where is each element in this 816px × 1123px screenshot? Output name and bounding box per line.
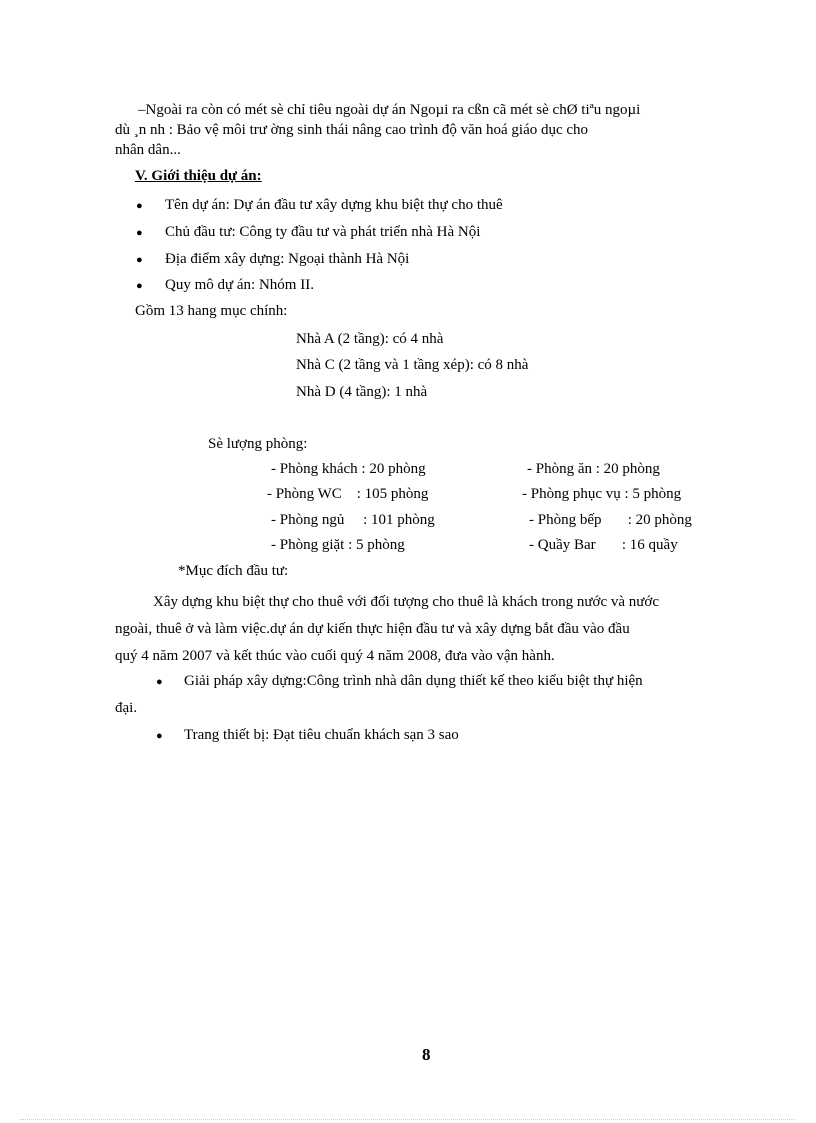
purpose-line-3: quý 4 năm 2007 và kết thúc vào cuối quý 4 năm 2008, đưa vào vận hành.: [115, 648, 555, 664]
room-living: - Phòng khách : 20 phòng: [271, 461, 426, 477]
solution-line-2: đại.: [115, 700, 138, 716]
house-a: Nhà A (2 tầng): có 4 nhà: [296, 331, 444, 347]
house-d: Nhà D (4 tầng): 1 nhà: [296, 384, 428, 400]
rooms-heading: Sè lượng phòng:: [208, 436, 308, 452]
project-investor: Chủ đầu tư: Công ty đầu tư và phát triển nhà Hà Nội: [165, 224, 481, 240]
bullet-icon: ●: [156, 676, 163, 688]
page-bottom-rule: [20, 1119, 796, 1120]
solution-line-1: Giải pháp xây dựng:Công trình nhà dân dụng thiết kế theo kiểu biệt thự hiện: [184, 673, 643, 689]
intro-line-3: nhân dân...: [115, 142, 181, 158]
bullet-icon: ●: [156, 730, 163, 742]
room-service: - Phòng phục vụ : 5 phòng: [522, 486, 682, 502]
purpose-heading: *Mục đích đầu tư:: [178, 563, 289, 579]
bullet-icon: ●: [136, 200, 143, 212]
purpose-line-1: Xây dựng khu biệt thự cho thuê với đối tượng cho thuê là khách trong nước và nước: [153, 594, 660, 610]
purpose-paragraph: [115, 589, 755, 670]
equipment: Trang thiết bị: Đạt tiêu chuẩn khách sạn 3 sao: [184, 727, 459, 743]
section-title: V. Giới thiệu dự án:: [135, 168, 262, 184]
room-bar: - Quầy Bar : 16 quầy: [529, 537, 678, 553]
room-dining: - Phòng ăn : 20 phòng: [527, 461, 660, 477]
intro-line-2: dù ¸n nh : Bảo vệ môi trư ờng sinh thái nâng cao trình độ văn hoá giáo dục cho: [115, 122, 589, 138]
house-c: Nhà C (2 tầng và 1 tầng xép): có 8 nhà: [296, 357, 529, 373]
project-scale: Quy mô dự án: Nhóm II.: [165, 277, 314, 293]
room-laundry: - Phòng giặt : 5 phòng: [271, 537, 405, 553]
intro-paragraph: [115, 100, 739, 160]
purpose-line-2: ngoài, thuê ở và làm việc.dự án dự kiến thực hiện đầu tư và xây dựng bắt đầu vào đầu: [115, 621, 630, 637]
bullet-icon: ●: [136, 280, 143, 292]
project-name: Tên dự án: Dự án đầu tư xây dựng khu biệt thự cho thuê: [165, 197, 503, 213]
project-location: Địa điểm xây dựng: Ngoại thành Hà Nội: [165, 251, 410, 267]
room-wc: - Phòng WC : 105 phòng: [267, 486, 429, 502]
room-bedroom: - Phòng ngủ : 101 phòng: [271, 512, 435, 528]
room-kitchen: - Phòng bếp : 20 phòng: [529, 512, 692, 528]
intro-line-1: –Ngoài ra còn có mét sè chỉ tiêu ngoài dự án Ngoµi ra cßn cã mét sè chØ tiªu ngoµi: [138, 102, 641, 118]
items-heading: Gồm 13 hang mục chính:: [135, 303, 288, 319]
bullet-icon: ●: [136, 227, 143, 239]
page-number: 8: [422, 1045, 431, 1064]
bullet-icon: ●: [136, 254, 143, 266]
